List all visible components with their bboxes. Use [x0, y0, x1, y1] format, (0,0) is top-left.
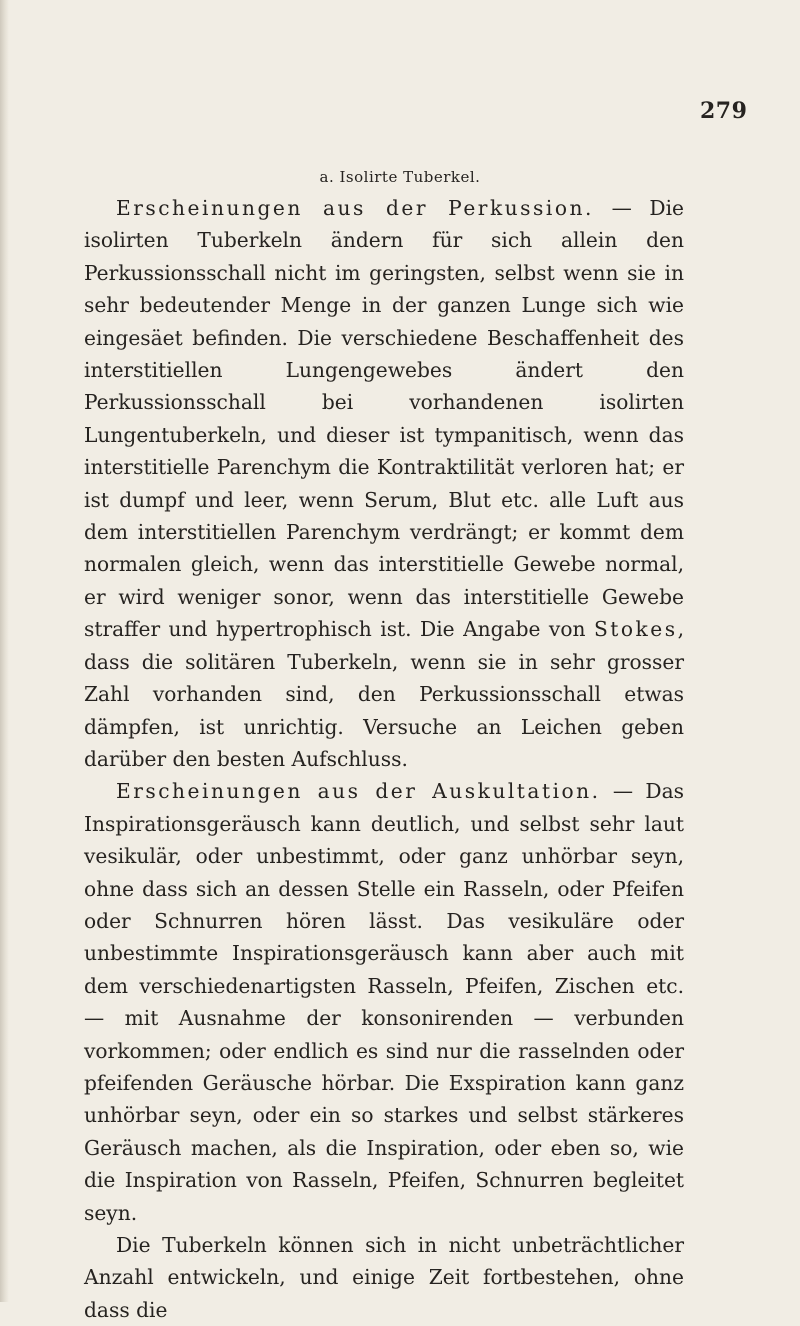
- section-heading: a. Isolirte Tuberkel.: [319, 168, 481, 186]
- body-text: [84, 192, 684, 1326]
- page-number: 279: [700, 98, 748, 124]
- paragraph-tuberkeln: [84, 1229, 684, 1326]
- paragraph-text: — Die isolirten Tuberkeln ändern für sich allein den Perkussionsschall nicht im geringsten, selbst wenn sie in sehr bedeutender Menge in der ganzen Lunge sich wie eingesäet befinden. Die verschiedene Beschaffenheit des interstitiellen Lungengewebes ändert den Perkussionsschall bei vorhandenen isolirten Lungentuberkeln, und dieser ist tympanitisch, wenn das interstitielle Parenchym die Kontraktilität verloren hat; er ist dumpf und leer, wenn Serum, Blut etc. alle Luft aus dem interstitiellen Parenchym verdrängt; er kommt dem normalen gleich, wenn das interstitielle Gewebe normal, er wird weniger sonor, wenn das interstitielle Gewebe straffer und hypertrophisch ist. Die Angabe von: [84, 196, 684, 642]
- page-edge: [0, 0, 9, 1302]
- paragraph-text: — Das Inspirationsgeräusch kann deutlich, und selbst sehr laut vesikulär, oder unbestimmt, oder ganz unhörbar seyn, ohne dass sich an dessen Stelle ein Rasseln, oder Pfeifen oder Schnurren hören lässt. Das vesikuläre oder unbestimmte Inspirationsgeräusch kann aber auch mit dem verschiedenartigsten Rasseln, Pfeifen, Zischen etc. — mit Ausnahme der konsonirenden — verbunden vorkommen; oder endlich es sind nur die rasselnden oder pfeifenden Geräusche hörbar. Die Exspiration kann ganz unhörbar seyn, oder ein so starkes und selbst stärkeres Geräusch machen, als die Inspiration, oder eben so, wie die Inspiration von Rasseln, Pfeifen, Schnurren begleitet seyn.: [84, 779, 684, 1225]
- paragraph-lead-percussion: Erscheinungen aus der Perkussion.: [116, 196, 594, 220]
- paragraph-percussion: [84, 192, 684, 775]
- paragraph-text: Die Tuberkeln können sich in nicht unbeträchtlicher Anzahl entwickeln, und einige Zeit fortbestehen, ohne dass die: [84, 1233, 684, 1322]
- paragraph-auscultation: [84, 775, 684, 1229]
- paragraph-text: , dass die solitären Tuberkeln, wenn sie in sehr grosser Zahl vorhanden sind, den Perkussionsschall etwas dämpfen, ist unrichtig. Versuche an Leichen geben darüber den besten Aufschluss.: [84, 617, 684, 771]
- author-name-stokes: Stokes: [593, 617, 678, 642]
- paragraph-lead-auscultation: Erscheinungen aus der Auskultation.: [116, 779, 601, 804]
